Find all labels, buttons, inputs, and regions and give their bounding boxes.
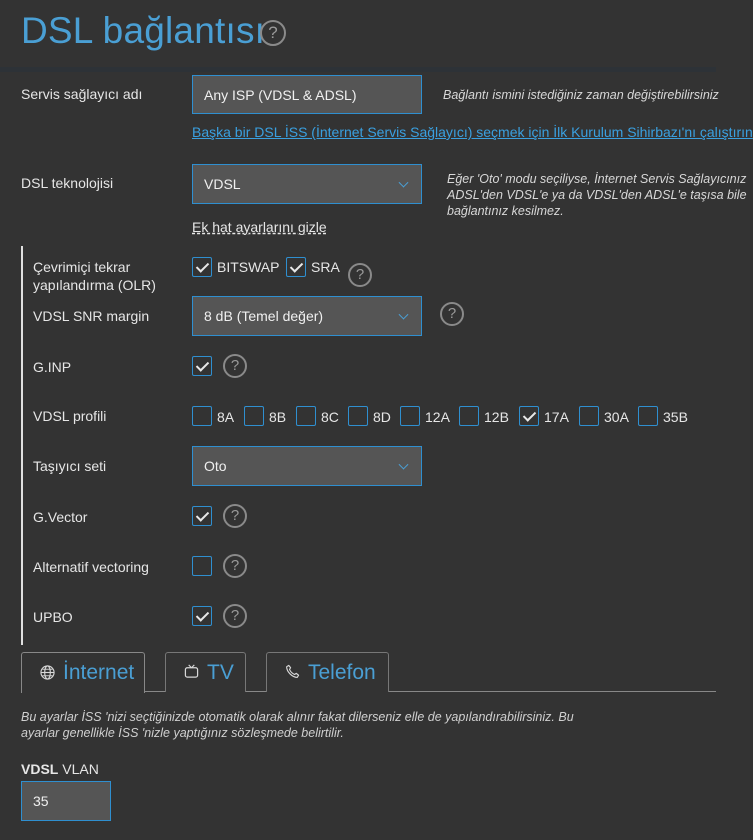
profile-8b-checkbox[interactable] xyxy=(244,406,264,426)
internet-info-text: Bu ayarlar İSS 'nizi seçtiğinizde otomatik olarak alınır fakat dilerseniz elle de yapılandırabilirsiniz. Bu ayarlar genellikle İSS 'nizle yaptığınız sözleşmede belirtilir. xyxy=(21,710,574,740)
carrier-set-select[interactable] xyxy=(192,446,422,486)
profile-8c-label: 8C xyxy=(321,409,339,425)
snr-margin-select[interactable] xyxy=(192,296,422,336)
header-divider xyxy=(0,67,716,72)
profile-8a-label: 8A xyxy=(217,409,235,425)
bitswap-label: BITSWAP xyxy=(217,259,280,275)
ginp-help-icon[interactable]: ? xyxy=(223,354,247,378)
gvector-help-icon[interactable]: ? xyxy=(223,504,247,528)
phone-icon xyxy=(285,662,300,683)
toggle-line-settings-link[interactable]: Ek hat ayarlarını gizle xyxy=(192,219,327,235)
tab-telefon[interactable] xyxy=(266,652,389,692)
olr-label: Çevrimiçi tekrar yapılandırma (OLR) xyxy=(33,259,156,293)
alt-vectoring-checkbox[interactable] xyxy=(192,556,212,576)
carrier-set-label: Taşıyıcı seti xyxy=(33,458,107,474)
profile-8a-checkbox[interactable] xyxy=(192,406,212,426)
profile-8d-checkbox[interactable] xyxy=(348,406,368,426)
tv-icon xyxy=(184,662,199,683)
vdsl-profile-label: VDSL profili xyxy=(33,408,107,424)
dsl-technology-label: DSL teknolojisi xyxy=(21,175,114,191)
carrier-set-value: Oto xyxy=(204,458,227,474)
profile-8b-label: 8B xyxy=(269,409,287,425)
upbo-help-icon[interactable]: ? xyxy=(223,604,247,628)
alt-vectoring-help-icon[interactable]: ? xyxy=(223,554,247,578)
profile-35b-checkbox[interactable] xyxy=(638,406,658,426)
snr-margin-label: VDSL SNR margin xyxy=(33,308,150,324)
profile-12a-checkbox[interactable] xyxy=(400,406,420,426)
isp-name-label: Servis sağlayıcı adı xyxy=(21,86,143,102)
profile-8c-checkbox[interactable] xyxy=(296,406,316,426)
profile-35b-label: 35B xyxy=(663,409,688,425)
profile-12b-checkbox[interactable] xyxy=(459,406,479,426)
globe-icon xyxy=(40,663,55,684)
profile-17a-label: 17A xyxy=(544,409,569,425)
upbo-label: UPBO xyxy=(33,609,73,625)
page-title: DSL bağlantısı xyxy=(21,10,266,51)
upbo-checkbox[interactable] xyxy=(192,606,212,626)
snr-margin-value: 8 dB (Temel değer) xyxy=(204,308,324,324)
setup-wizard-link[interactable]: Başka bir DSL İSS (İnternet Servis Sağlayıcı) seçmek için İlk Kurulum Sihirbazı'nı çalıştırın xyxy=(192,124,753,140)
advanced-section-bar xyxy=(21,246,23,645)
sra-checkbox[interactable] xyxy=(286,257,306,277)
bitswap-checkbox[interactable] xyxy=(192,257,212,277)
tab-internet-label: İnternet xyxy=(63,661,135,684)
vdsl-vlan-label: VDSL VLAN xyxy=(21,761,99,777)
tab-internet[interactable] xyxy=(21,652,145,693)
tab-tv-label: TV xyxy=(207,660,234,684)
tab-telefon-label: Telefon xyxy=(308,660,376,684)
isp-name-input[interactable]: Any ISP (VDSL & ADSL) xyxy=(192,75,422,114)
dsl-technology-hint: Eğer 'Oto' modu seçiliyse, İnternet Servis Sağlayıcınız ADSL'den VDSL'e ya da VDSL'den ADSL'e taşısa bile bağlantınız kesilmez. xyxy=(447,172,747,218)
snr-help-icon[interactable]: ? xyxy=(440,302,464,326)
olr-help-icon[interactable]: ? xyxy=(348,263,372,287)
tab-tv[interactable] xyxy=(165,652,246,692)
dsl-technology-select[interactable] xyxy=(192,164,422,204)
vdsl-vlan-input[interactable]: 35 xyxy=(21,781,111,821)
question-circle-icon[interactable]: ? xyxy=(260,20,286,46)
profile-12a-label: 12A xyxy=(425,409,450,425)
gvector-label: G.Vector xyxy=(33,509,88,525)
sra-label: SRA xyxy=(311,259,340,275)
profile-30a-checkbox[interactable] xyxy=(579,406,599,426)
alt-vectoring-label: Alternatif vectoring xyxy=(33,559,149,575)
dsl-technology-value: VDSL xyxy=(204,176,241,192)
profile-30a-label: 30A xyxy=(604,409,629,425)
profile-8d-label: 8D xyxy=(373,409,391,425)
isp-name-hint: Bağlantı ismini istediğiniz zaman değiştirebilirsiniz xyxy=(443,88,719,102)
ginp-label: G.INP xyxy=(33,359,72,375)
profile-12b-label: 12B xyxy=(484,409,509,425)
profile-17a-checkbox[interactable] xyxy=(519,406,539,426)
gvector-checkbox[interactable] xyxy=(192,506,212,526)
ginp-checkbox[interactable] xyxy=(192,356,212,376)
